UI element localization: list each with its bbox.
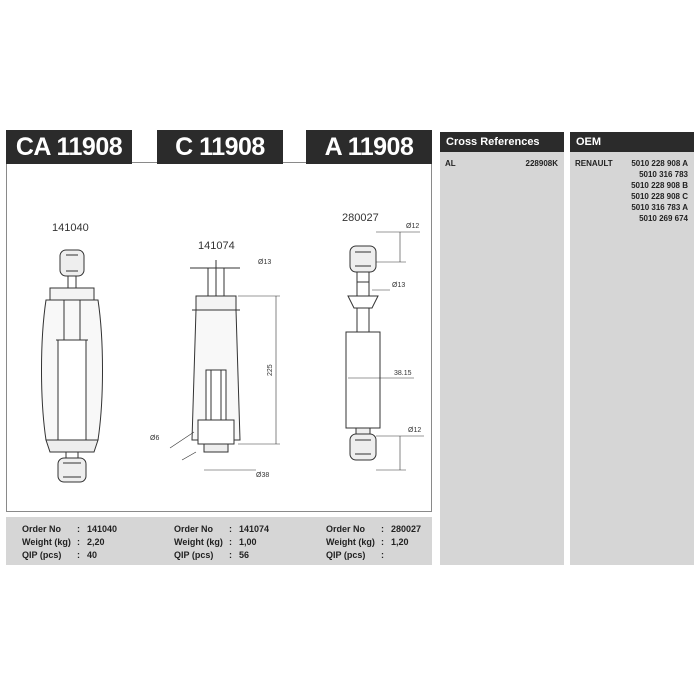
cross-reference-row [440, 158, 564, 169]
oem-number: 5010 269 674 [639, 214, 688, 223]
cross-reference-number: 228908K [525, 159, 558, 168]
part-number-ca: 141040 [52, 222, 89, 234]
product-info-c: Order No : 141074 Weight (kg) : 1,00 QIP (pcs) : 56 [174, 524, 270, 560]
dim-a-rod: Ø13 [392, 282, 406, 289]
oem-row [570, 158, 694, 169]
oem-number: 5010 316 783 A [631, 203, 688, 212]
cross-references-title: Cross References [440, 132, 564, 152]
dim-a-body: 38.15 [394, 370, 412, 377]
part-number-c: 141074 [198, 240, 235, 252]
oem-row [570, 169, 694, 180]
oem-number: 5010 228 908 C [631, 192, 688, 201]
dim-c-height: 225 [267, 364, 274, 376]
cross-reference-brand: AL [445, 159, 456, 168]
oem-title: OEM [570, 132, 694, 152]
dim-a-top: Ø12 [406, 223, 420, 230]
weight-value: 1,00 [239, 537, 257, 547]
product-tab-a: A 11908 [306, 130, 432, 164]
order-no-value: 141074 [239, 524, 270, 534]
dim-c-side: Ø6 [150, 435, 160, 442]
oem-number: 5010 228 908 B [631, 181, 688, 190]
product-info-band [6, 517, 432, 565]
qip-value: 40 [87, 550, 98, 560]
oem-row [570, 180, 694, 191]
product-tab-ca: CA 11908 [6, 130, 132, 164]
dim-c-top: Ø13 [258, 259, 272, 266]
cross-references-panel [440, 132, 564, 565]
drawing-ca-141040 [42, 250, 103, 482]
oem-row [570, 202, 694, 213]
oem-number: 5010 316 783 [639, 170, 688, 179]
oem-panel [570, 132, 694, 565]
part-number-a: 280027 [342, 212, 379, 224]
product-tab-c: C 11908 [157, 130, 283, 164]
oem-number: 5010 228 908 A [631, 159, 688, 168]
drawing-c-141074 [170, 260, 280, 470]
oem-row [570, 213, 694, 224]
drawing-a-280027 [346, 232, 424, 470]
dim-a-bottom: Ø12 [408, 427, 422, 434]
dim-c-bottom: Ø38 [256, 472, 270, 479]
order-no-value: 280027 [391, 524, 422, 534]
order-no-value: 141040 [87, 524, 118, 534]
oem-row [570, 191, 694, 202]
qip-value: 56 [239, 550, 250, 560]
product-info-a: Order No : 280027 Weight (kg) : 1,20 QIP (pcs) : [326, 524, 422, 560]
product-info-ca: Order No : 141040 Weight (kg) : 2,20 QIP (pcs) : 40 [22, 524, 118, 560]
oem-brand: RENAULT [575, 159, 613, 168]
weight-value: 2,20 [87, 537, 105, 547]
weight-value: 1,20 [391, 537, 409, 547]
